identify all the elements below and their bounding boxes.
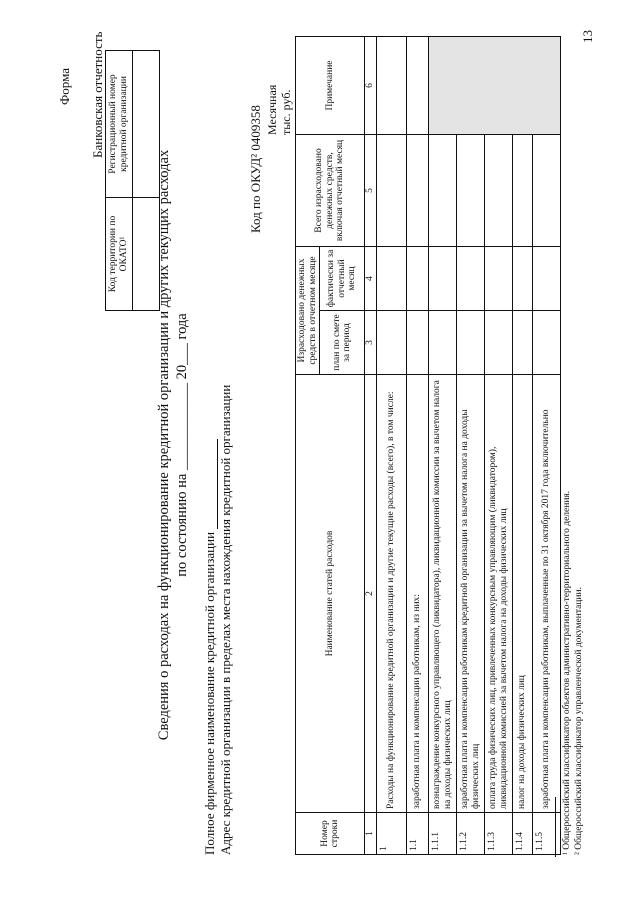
table-row (457, 37, 485, 855)
table-row (485, 37, 513, 855)
row-number: 1.1.4 (513, 813, 533, 855)
registration-number-header: Регистрационный номер кредитной организации (106, 51, 133, 198)
total-cell[interactable] (457, 135, 485, 247)
expenses-table (295, 36, 561, 855)
row-item-name: оплата труда физических лиц, привлеченных конкурсным управляющим (ликвидатором), ликвидационной комиссией за вычетом налога на доходы физических лиц (485, 375, 513, 813)
column-number: 2 (365, 375, 377, 813)
row-item-name: заработная плата и компенсации работникам кредитной организации за вычетом налога на доходы физических лиц (457, 375, 485, 813)
row-item-name: Расходы на функционирование кредитной организации и другие текущие расходы (всего), в том числе: (377, 375, 407, 813)
form-label: Форма (57, 68, 72, 105)
table-row (513, 37, 533, 855)
actual-cell[interactable] (457, 247, 485, 311)
total-cell[interactable] (377, 135, 407, 247)
full-name-label: Полное фирменное наименование кредитной организации (202, 531, 217, 855)
footnote-divider (555, 797, 556, 857)
plan-cell[interactable] (485, 311, 513, 375)
plan-cell[interactable] (513, 311, 533, 375)
table-row (533, 37, 561, 855)
table-row (429, 37, 457, 855)
item-name-header: Наименование статей расходов (296, 375, 365, 813)
reporting-type: Банковская отчетность (90, 31, 105, 158)
note-cell[interactable] (407, 37, 429, 135)
total-spent-header: Всего израсходовано денежных средств, включая отчетный месяц (296, 135, 365, 247)
note-cell[interactable] (377, 37, 407, 135)
column-number: 1 (365, 813, 377, 855)
plan-cell[interactable] (407, 311, 429, 375)
row-item-name: налог на доходы физических лиц (513, 375, 533, 813)
address-row (218, 385, 234, 855)
footnote-2: ² Общероссийский классификатор управленческой документации. (574, 587, 584, 855)
total-cell[interactable] (485, 135, 513, 247)
total-cell[interactable] (533, 135, 561, 247)
row-number: 1.1 (407, 813, 429, 855)
plan-cell[interactable] (429, 311, 457, 375)
total-cell[interactable] (513, 135, 533, 247)
address-label: Адрес кредитной организации в пределах места нахождения кредитной организации (218, 384, 233, 855)
report-title (155, 125, 191, 765)
actual-cell[interactable] (485, 247, 513, 311)
total-cell[interactable] (429, 135, 457, 247)
row-number: 1.1.2 (457, 813, 485, 855)
column-number: 3 (365, 311, 377, 375)
units: тыс. руб. (279, 89, 293, 135)
actual-header: фактически за отчетный месяц (320, 247, 365, 311)
column-number: 4 (365, 247, 377, 311)
footnote-1: ¹ Общероссийский классификатор объектов административно-территориального деления. (562, 490, 572, 855)
row-number: 1.1.5 (533, 813, 561, 855)
table-header-row (296, 37, 320, 855)
column-numbers-row (365, 37, 377, 855)
note-header: Примечание (296, 37, 365, 135)
total-cell[interactable] (407, 135, 429, 247)
plan-cell[interactable] (377, 311, 407, 375)
actual-cell[interactable] (533, 247, 561, 311)
periodicity: Месячная (265, 84, 279, 135)
actual-cell[interactable] (513, 247, 533, 311)
row-number: 1.1.3 (485, 813, 513, 855)
spent-group-header: Израсходовано денежных средств в отчетном месяце (296, 247, 320, 375)
actual-cell[interactable] (377, 247, 407, 311)
actual-cell[interactable] (407, 247, 429, 311)
okato-code-header: Код территории по ОКАТО¹ (106, 198, 133, 311)
plan-header: план по смете за период (320, 311, 365, 375)
column-number: 5 (365, 135, 377, 247)
actual-cell[interactable] (429, 247, 457, 311)
row-number-header: Номер строки (296, 813, 365, 855)
full-name-row (202, 439, 218, 855)
row-number: 1 (377, 813, 407, 855)
row-item-name: заработная плата и компенсации работникам, из них: (407, 375, 429, 813)
row-item-name: заработная плата и компенсации работникам, выплаченные по 31 октября 2017 года включительно (533, 375, 561, 813)
table-row (377, 37, 407, 855)
row-number: 1.1.1 (429, 813, 457, 855)
row-item-name: вознаграждение конкурсного управляющего (ликвидатора), ликвидационной комиссии за вычетом налога на доходы физических лиц (429, 375, 457, 813)
plan-cell[interactable] (457, 311, 485, 375)
registration-table (105, 50, 160, 311)
report-title-line1: Сведения о расходах на функционирование кредитной организации и других текущих расходах (156, 149, 172, 741)
okud-code: Код по ОКУД² 0409358 (248, 105, 263, 233)
note-cell-shaded (429, 37, 561, 135)
plan-cell[interactable] (533, 311, 561, 375)
table-row (407, 37, 429, 855)
report-title-line2: по состоянию на ____________ 20___ года (174, 313, 190, 577)
page-number: 13 (580, 30, 595, 43)
column-number: 6 (365, 37, 377, 135)
